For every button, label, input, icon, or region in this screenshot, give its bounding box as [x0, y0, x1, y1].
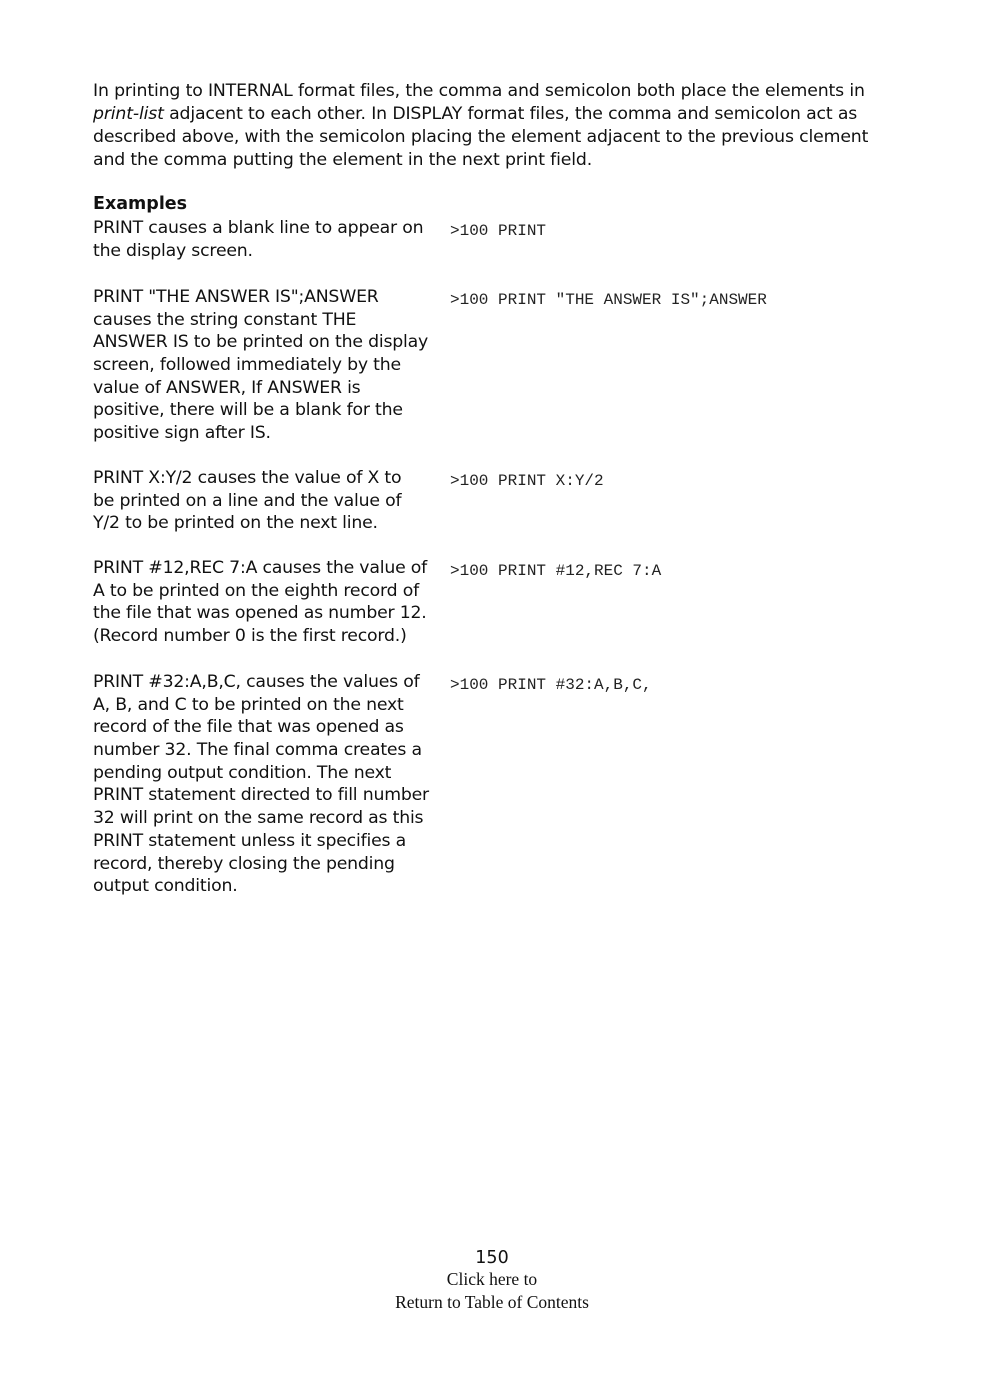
description-line: value of ANSWER, If ANSWER is [93, 377, 361, 398]
print-list-term: print-list [93, 104, 164, 124]
description-line: PRINT #32:A,B,C, causes the values of [93, 672, 420, 692]
description-line: causes the string constant THE [93, 309, 357, 330]
toc-link-line [0, 1268, 984, 1290]
page-number: 150 [475, 1248, 509, 1268]
intro-line: described above, with the semicolon placing the element adjacent to the previous clement [93, 127, 869, 147]
description-line: number 32. The final comma creates a [93, 740, 422, 761]
description-line: screen, followed immediately by the [93, 355, 401, 376]
description-line: PRINT #12,REC 7:A causes the value of [93, 558, 428, 578]
toc-link-line [0, 1291, 984, 1313]
examples-heading: Examples [93, 194, 188, 214]
example-code: >100 PRINT "THE ANSWER IS";ANSWER [450, 291, 767, 309]
description-line: ANSWER IS to be printed on the display [93, 332, 429, 353]
description-line: be printed on a line and the value of [93, 490, 402, 511]
description-line: the file that was opened as number 12. [93, 603, 427, 624]
description-line: PRINT statement unless it specifies a [93, 830, 406, 851]
intro-line: In printing to INTERNAL format files, the comma and semicolon both place the elements in [93, 81, 865, 101]
click-here-link[interactable]: Click here to [446, 1269, 538, 1289]
description-line: output condition. [93, 876, 238, 897]
description-line: (Record number 0 is the first record.) [93, 626, 407, 647]
example-description [93, 557, 438, 648]
intro-line [93, 103, 863, 126]
description-line: PRINT X:Y/2 causes the value of X to [93, 468, 402, 488]
description-line: A to be printed on the eighth record of [93, 580, 419, 601]
intro-line: and the comma putting the element in the next print field. [93, 150, 593, 170]
description-line: positive, there will be a blank for the [93, 400, 403, 421]
description-line: record, thereby closing the pending [93, 853, 395, 874]
example-description [93, 671, 438, 898]
example-code: >100 PRINT #12,REC 7:A [450, 562, 662, 580]
description-line: positive sign after IS. [93, 423, 271, 444]
example-description [93, 286, 438, 445]
description-line: Y/2 to be printed on the next line. [93, 513, 378, 534]
description-line: A, B, and C to be printed on the next [93, 694, 404, 715]
description-line: pending output condition. The next [93, 762, 392, 783]
description-line: PRINT statement directed to fill number [93, 785, 429, 806]
description-line: 32 will print on the same record as this [93, 808, 424, 829]
example-description [93, 217, 438, 262]
return-to-toc-link[interactable]: Return to Table of Contents [395, 1292, 589, 1312]
description-line: PRINT "THE ANSWER IS";ANSWER [93, 287, 379, 307]
description-line: the display screen. [93, 240, 253, 261]
example-code: >100 PRINT X:Y/2 [450, 472, 604, 490]
example-code: >100 PRINT #32:A,B,C, [450, 676, 652, 694]
description-line: PRINT causes a blank line to appear on [93, 218, 424, 238]
example-description [93, 467, 438, 535]
example-code: >100 PRINT [450, 222, 547, 240]
intro-line-text: adjacent to each other. In DISPLAY format files, the comma and semicolon act as [163, 104, 858, 124]
intro-paragraph [93, 80, 869, 172]
description-line: record of the file that was opened as [93, 717, 404, 738]
